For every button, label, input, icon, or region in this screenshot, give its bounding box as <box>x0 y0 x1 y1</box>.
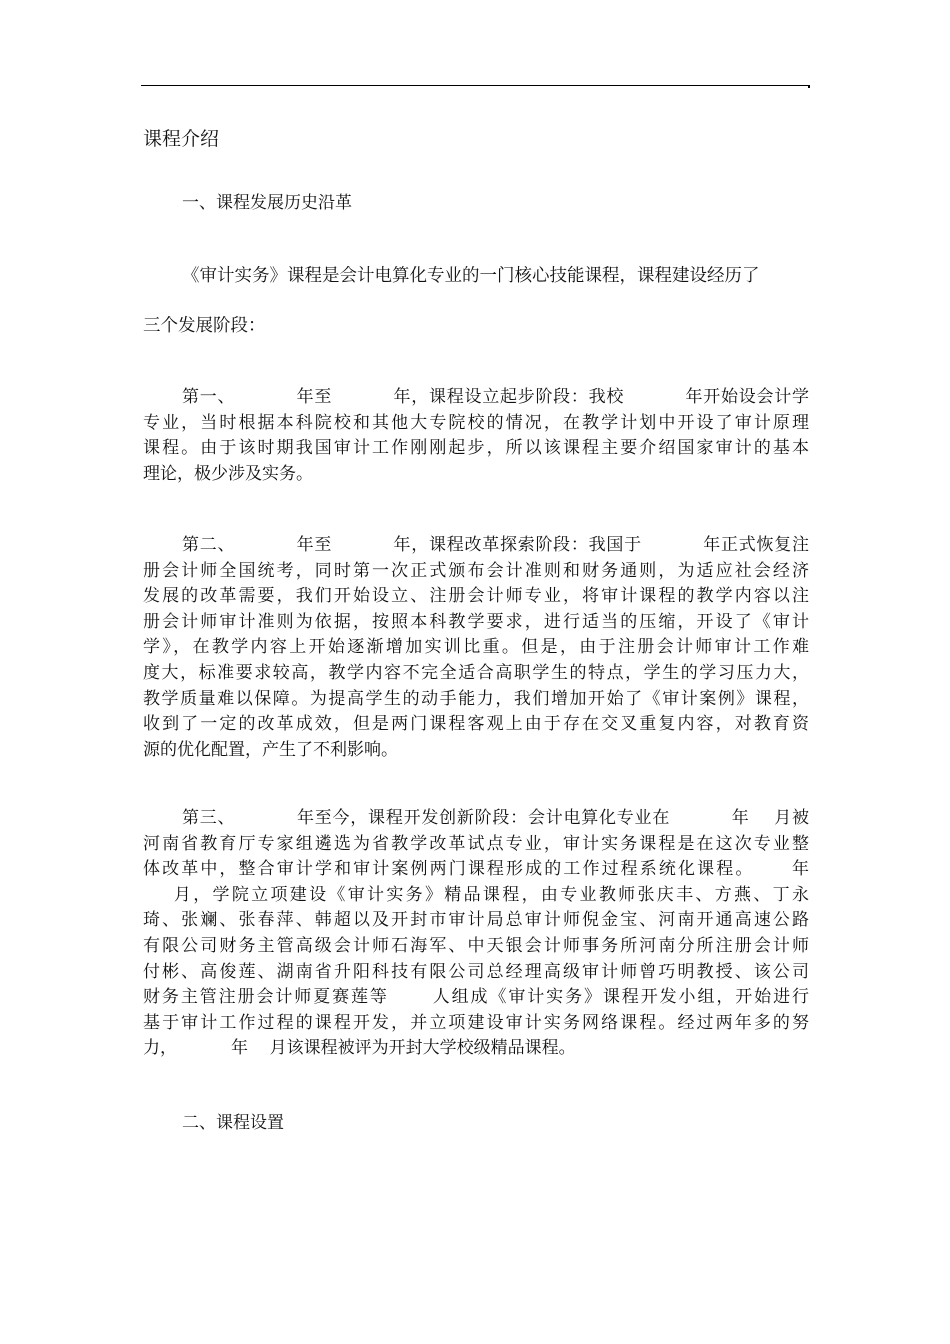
intro-line-2: 三个发展阶段： <box>143 316 266 336</box>
paragraph-line: 教学质量难以保障。为提高学生的动手能力，我们增加开始了《审计案例》课程， <box>143 688 809 709</box>
paragraph-line: 度大，标准要求较高，教学内容不完全适合高职学生的特点，学生的学习压力大， <box>143 662 809 683</box>
paragraph-line: 第三、 年至今，课程开发创新阶段：会计电算化专业在 年 月被 <box>182 808 809 828</box>
paragraph-line: 财务主管注册会计师夏赛莲等 人组成《审计实务》课程开发小组，开始进行 <box>143 987 809 1008</box>
paragraph-line: 有限公司财务主管高级会计师石海军、中天银会计师事务所河南分所注册会计师 <box>143 935 809 956</box>
paragraph-line: 学》，在教学内容上开始逐渐增加实训比重。但是，由于注册会计师审计工作难 <box>143 637 809 658</box>
section-heading-setup: 二、课程设置 <box>182 1113 284 1133</box>
paragraph-line: 课程。由于该时期我国审计工作刚刚起步，所以该课程主要介绍国家审计的基本 <box>143 438 809 459</box>
paragraph-line: 第二、 年至 年，课程改革探索阶段：我国于 年正式恢复注 <box>182 535 809 555</box>
paragraph-line: 册会计师全国统考，同时第一次正式颁布会计准则和财务通则，为适应社会经济 <box>143 560 809 581</box>
intro-line-1: 《审计实务》课程是会计电算化专业的一门核心技能课程，课程建设经历了 <box>182 266 760 286</box>
paragraph-line: 册会计师审计准则为依据，按照本科教学要求，进行适当的压缩，开设了《审计 <box>143 611 809 632</box>
document-title: 课程介绍 <box>143 128 220 150</box>
paragraph-line: 付彬、高俊莲、湖南省升阳科技有限公司总经理高级审计师曾巧明教授、该公司 <box>143 961 809 982</box>
paragraph-line: 体改革中，整合审计学和审计案例两门课程形成的工作过程系统化课程。 年 <box>143 859 809 880</box>
header-rule <box>141 85 809 86</box>
paragraph-line: 理论，极少涉及实务。 <box>143 463 313 484</box>
paragraph-line: 河南省教育厅专家组遴选为省教学改革试点专业，审计实务课程是在这次专业整 <box>143 833 809 854</box>
paragraph-line: 月，学院立项建设《审计实务》精品课程，由专业教师张庆丰、方燕、丁永 <box>143 884 809 905</box>
section-heading-history: 一、课程发展历史沿革 <box>182 193 352 213</box>
paragraph-line: 第一、 年至 年，课程设立起步阶段：我校 年开始设会计学 <box>182 387 809 407</box>
paragraph-line: 专业，当时根据本科院校和其他大专院校的情况，在教学计划中开设了审计原理 <box>143 412 809 433</box>
paragraph-line: 琦、张斓、张春萍、韩超以及开封市审计局总审计师倪金宝、河南开通高速公路 <box>143 910 809 931</box>
paragraph-stage-3 <box>143 806 809 1062</box>
paragraph-line: 收到了一定的改革成效，但是两门课程客观上由于存在交叉重复内容，对教育资 <box>143 714 809 735</box>
header-mark <box>808 85 810 88</box>
paragraph-line: 基于审计工作过程的课程开发，并立项建设审计实务网络课程。经过两年多的努 <box>143 1012 809 1033</box>
paragraph-stage-2 <box>143 533 809 763</box>
paragraph-line: 源的优化配置，产生了不利影响。 <box>143 739 398 760</box>
paragraph-line: 力， 年 月该课程被评为开封大学校级精品课程。 <box>143 1038 576 1059</box>
paragraph-stage-1 <box>143 385 809 487</box>
paragraph-line: 发展的改革需要，我们开始设立、注册会计师专业，将审计课程的教学内容以注 <box>143 586 809 607</box>
